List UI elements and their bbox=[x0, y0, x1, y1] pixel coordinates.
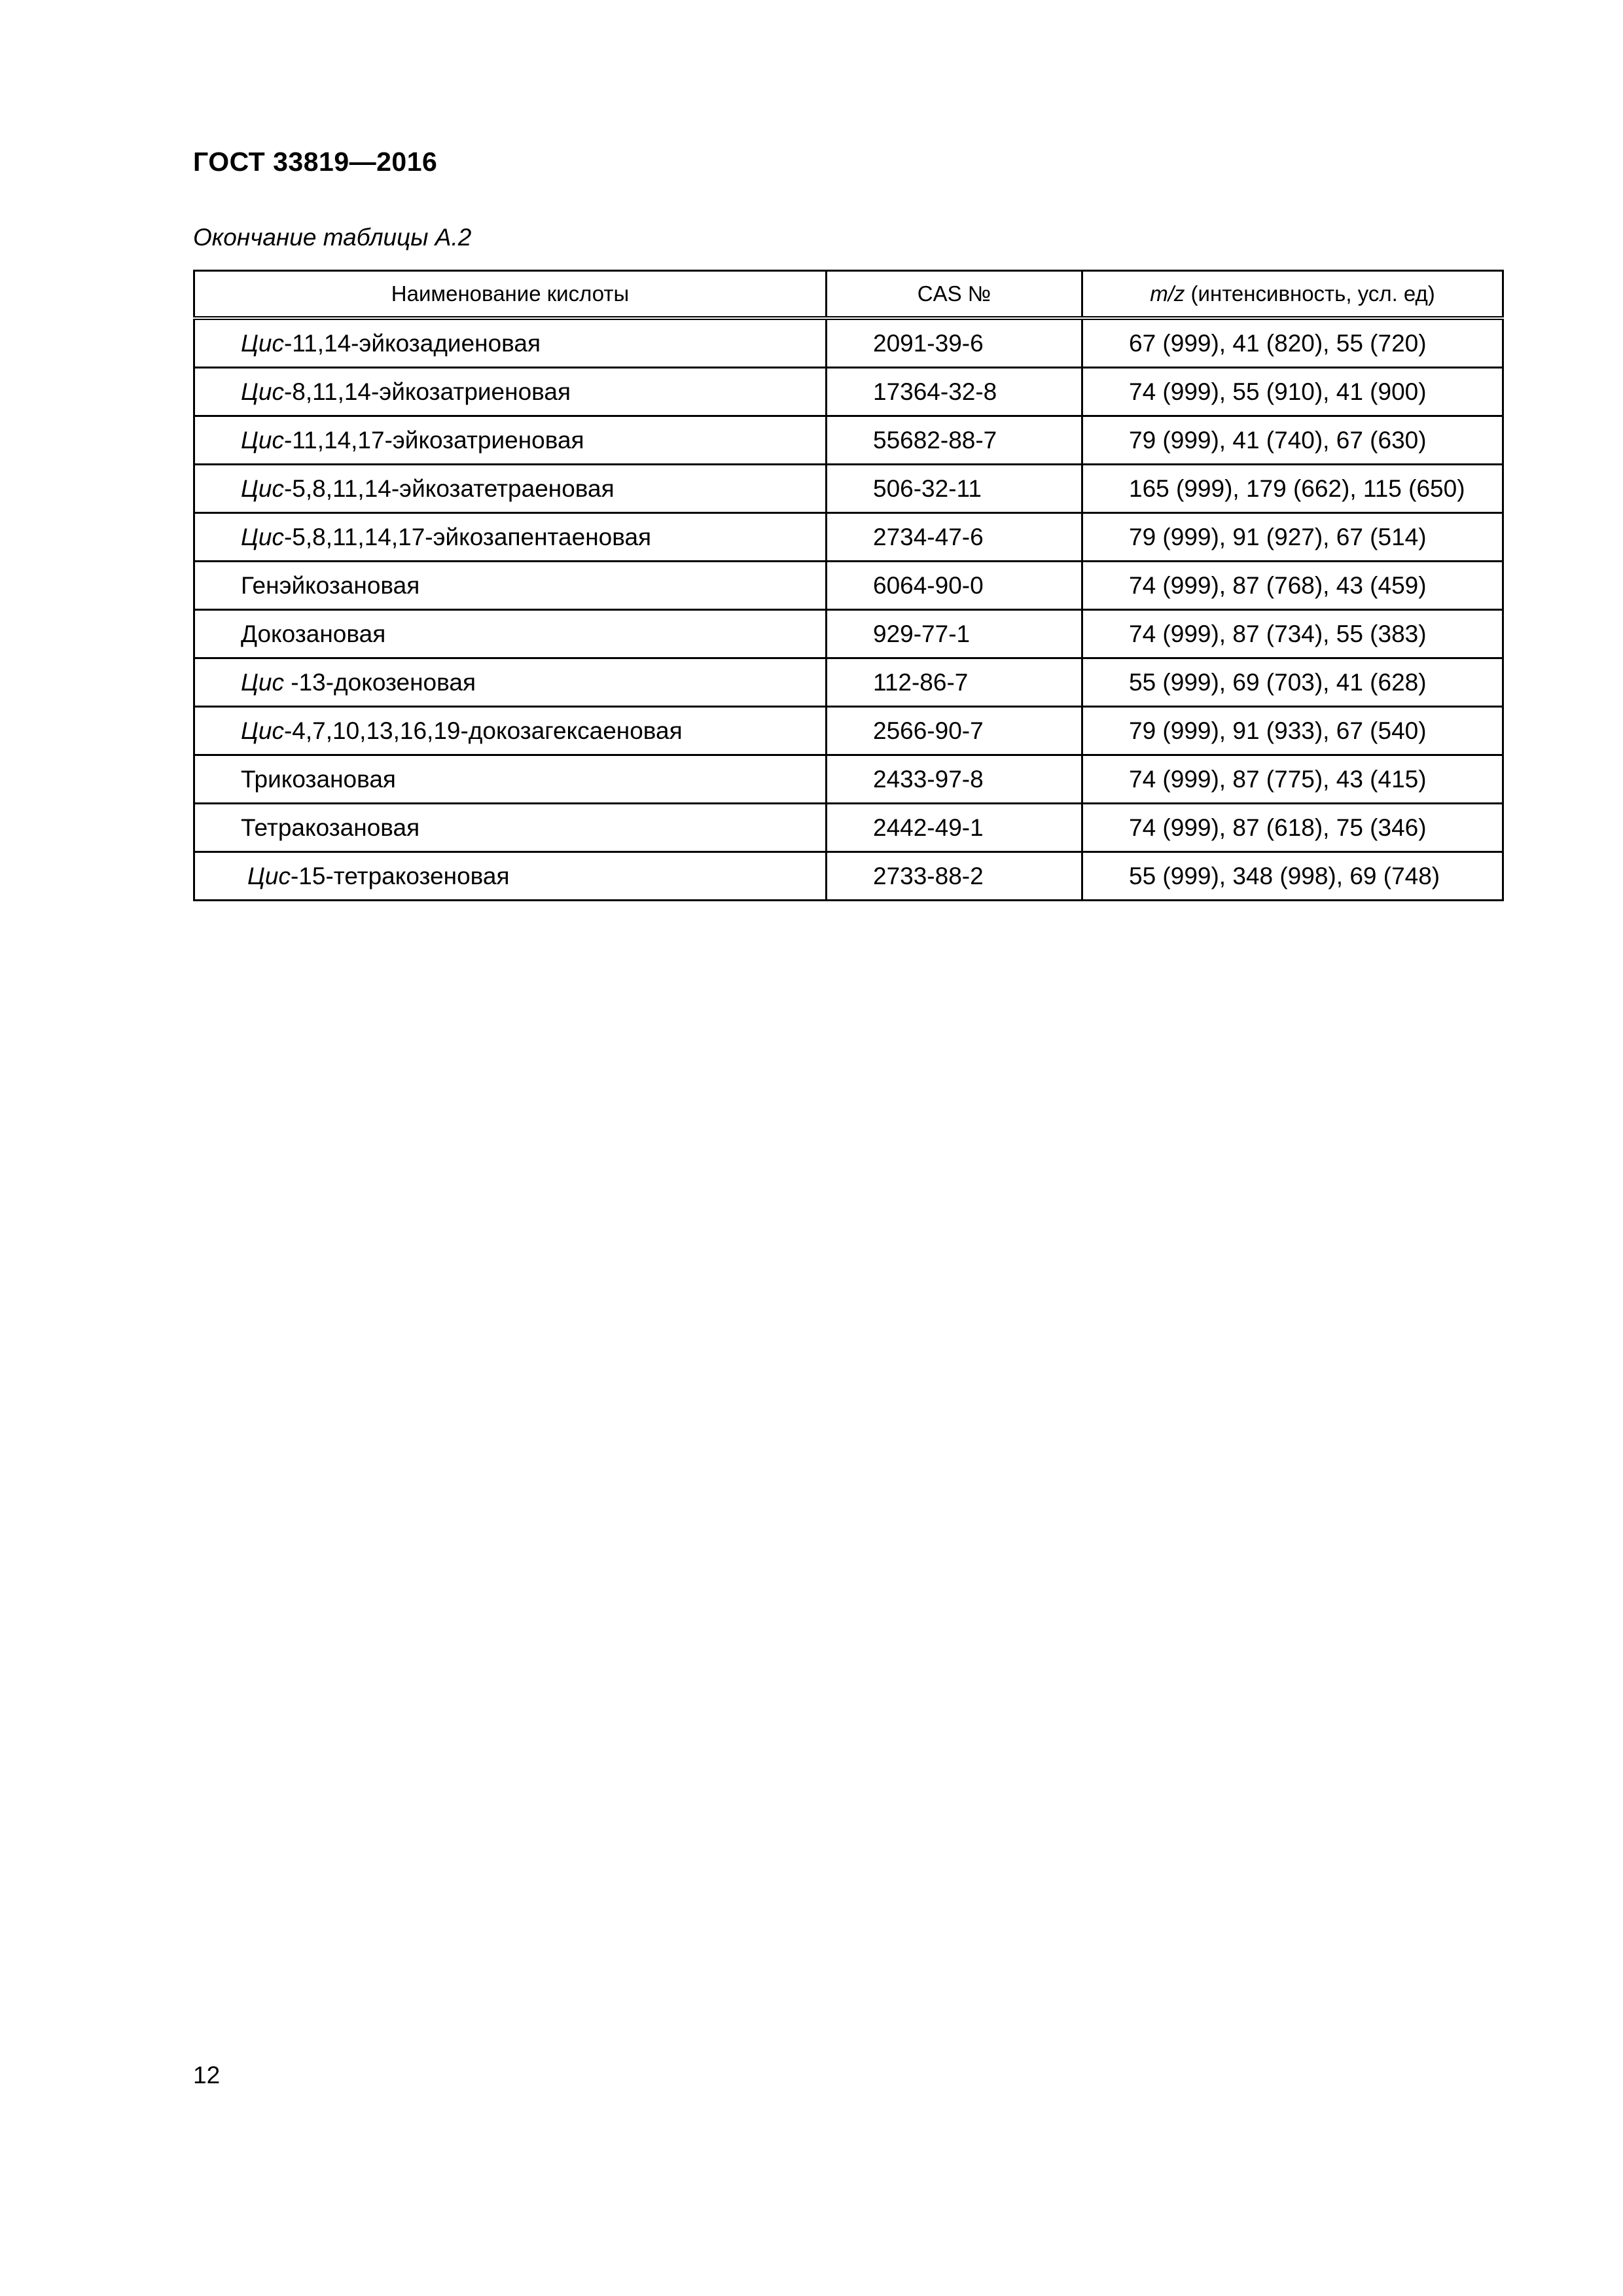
acid-name: -15-тетракозеновая bbox=[290, 862, 510, 889]
acid-name: -4,7,10,13,16,19-докозагексаеновая bbox=[283, 717, 683, 744]
table-row bbox=[194, 416, 1503, 465]
acid-name-cell bbox=[194, 562, 827, 610]
column-header-mz bbox=[1082, 271, 1503, 319]
acids-table bbox=[193, 270, 1504, 901]
acid-name: -13-докозеновая bbox=[283, 668, 476, 696]
mz-values: 79 (999), 41 (740), 67 (630) bbox=[1082, 416, 1503, 465]
table-row bbox=[194, 513, 1503, 562]
cas-number: 55682-88-7 bbox=[827, 416, 1082, 465]
mz-header-text: (интенсивность, усл. ед) bbox=[1185, 281, 1435, 306]
acid-name: -5,8,11,14,17-эйкозапентаеновая bbox=[283, 523, 652, 550]
table-row bbox=[194, 707, 1503, 755]
table-row bbox=[194, 852, 1503, 901]
acid-name: -11,14,17-эйкозатриеновая bbox=[283, 426, 584, 454]
mz-values: 79 (999), 91 (933), 67 (540) bbox=[1082, 707, 1503, 755]
table-row bbox=[194, 465, 1503, 513]
table-row bbox=[194, 562, 1503, 610]
acid-name-prefix: Цис bbox=[241, 475, 284, 502]
cas-number: 2734-47-6 bbox=[827, 513, 1082, 562]
acid-name: Генэйкозановая bbox=[241, 571, 420, 599]
table-row bbox=[194, 368, 1503, 416]
acid-name-cell bbox=[194, 416, 827, 465]
acid-name-prefix: Цис bbox=[241, 378, 284, 405]
table-caption: Окончание таблицы А.2 bbox=[193, 224, 472, 251]
acid-name-prefix: Цис bbox=[241, 717, 284, 744]
mz-values: 67 (999), 41 (820), 55 (720) bbox=[1082, 318, 1503, 368]
acid-name-prefix: Цис bbox=[241, 523, 284, 550]
acid-name-cell bbox=[194, 318, 827, 368]
acid-name: -11,14-эйкозадиеновая bbox=[283, 329, 541, 357]
mz-values: 74 (999), 55 (910), 41 (900) bbox=[1082, 368, 1503, 416]
table-row bbox=[194, 658, 1503, 707]
mz-values: 74 (999), 87 (768), 43 (459) bbox=[1082, 562, 1503, 610]
acid-name-cell bbox=[194, 368, 827, 416]
table-header-row bbox=[194, 271, 1503, 319]
cas-number: 2733-88-2 bbox=[827, 852, 1082, 901]
acid-name-cell bbox=[194, 707, 827, 755]
acid-name: Докозановая bbox=[241, 620, 386, 647]
mz-symbol: m/z bbox=[1150, 281, 1185, 306]
cas-number: 6064-90-0 bbox=[827, 562, 1082, 610]
acid-name: -8,11,14-эйкозатриеновая bbox=[283, 378, 571, 405]
mz-values: 74 (999), 87 (775), 43 (415) bbox=[1082, 755, 1503, 804]
mz-values: 74 (999), 87 (618), 75 (346) bbox=[1082, 804, 1503, 852]
acid-name-cell bbox=[194, 658, 827, 707]
mz-values: 55 (999), 348 (998), 69 (748) bbox=[1082, 852, 1503, 901]
acid-name-cell bbox=[194, 852, 827, 901]
cas-number: 929-77-1 bbox=[827, 610, 1082, 658]
acid-name-cell bbox=[194, 513, 827, 562]
acid-name-cell bbox=[194, 755, 827, 804]
acid-name: Тетракозановая bbox=[241, 814, 420, 841]
mz-values: 79 (999), 91 (927), 67 (514) bbox=[1082, 513, 1503, 562]
cas-number: 112-86-7 bbox=[827, 658, 1082, 707]
document-code: ГОСТ 33819—2016 bbox=[193, 147, 438, 177]
acid-name: Трикозановая bbox=[241, 765, 396, 793]
page-number: 12 bbox=[193, 2062, 221, 2089]
acid-name-prefix: Цис bbox=[241, 426, 284, 454]
table-row bbox=[194, 318, 1503, 368]
cas-number: 2566-90-7 bbox=[827, 707, 1082, 755]
acid-name-prefix: Цис bbox=[241, 329, 284, 357]
column-header-name: Наименование кислоты bbox=[194, 271, 827, 319]
acid-name-cell bbox=[194, 465, 827, 513]
acid-name: -5,8,11,14-эйкозатетраеновая bbox=[283, 475, 615, 502]
cas-number: 506-32-11 bbox=[827, 465, 1082, 513]
acid-name-prefix: Цис bbox=[241, 668, 284, 696]
table-row bbox=[194, 755, 1503, 804]
cas-number: 2091-39-6 bbox=[827, 318, 1082, 368]
cas-number: 17364-32-8 bbox=[827, 368, 1082, 416]
table-row bbox=[194, 610, 1503, 658]
acid-name-cell bbox=[194, 804, 827, 852]
mz-values: 74 (999), 87 (734), 55 (383) bbox=[1082, 610, 1503, 658]
acid-name-prefix: Цис bbox=[247, 862, 291, 889]
column-header-cas: CAS № bbox=[827, 271, 1082, 319]
mz-values: 165 (999), 179 (662), 115 (650) bbox=[1082, 465, 1503, 513]
table-row bbox=[194, 804, 1503, 852]
acid-name-cell bbox=[194, 610, 827, 658]
mz-values: 55 (999), 69 (703), 41 (628) bbox=[1082, 658, 1503, 707]
cas-number: 2442-49-1 bbox=[827, 804, 1082, 852]
cas-number: 2433-97-8 bbox=[827, 755, 1082, 804]
